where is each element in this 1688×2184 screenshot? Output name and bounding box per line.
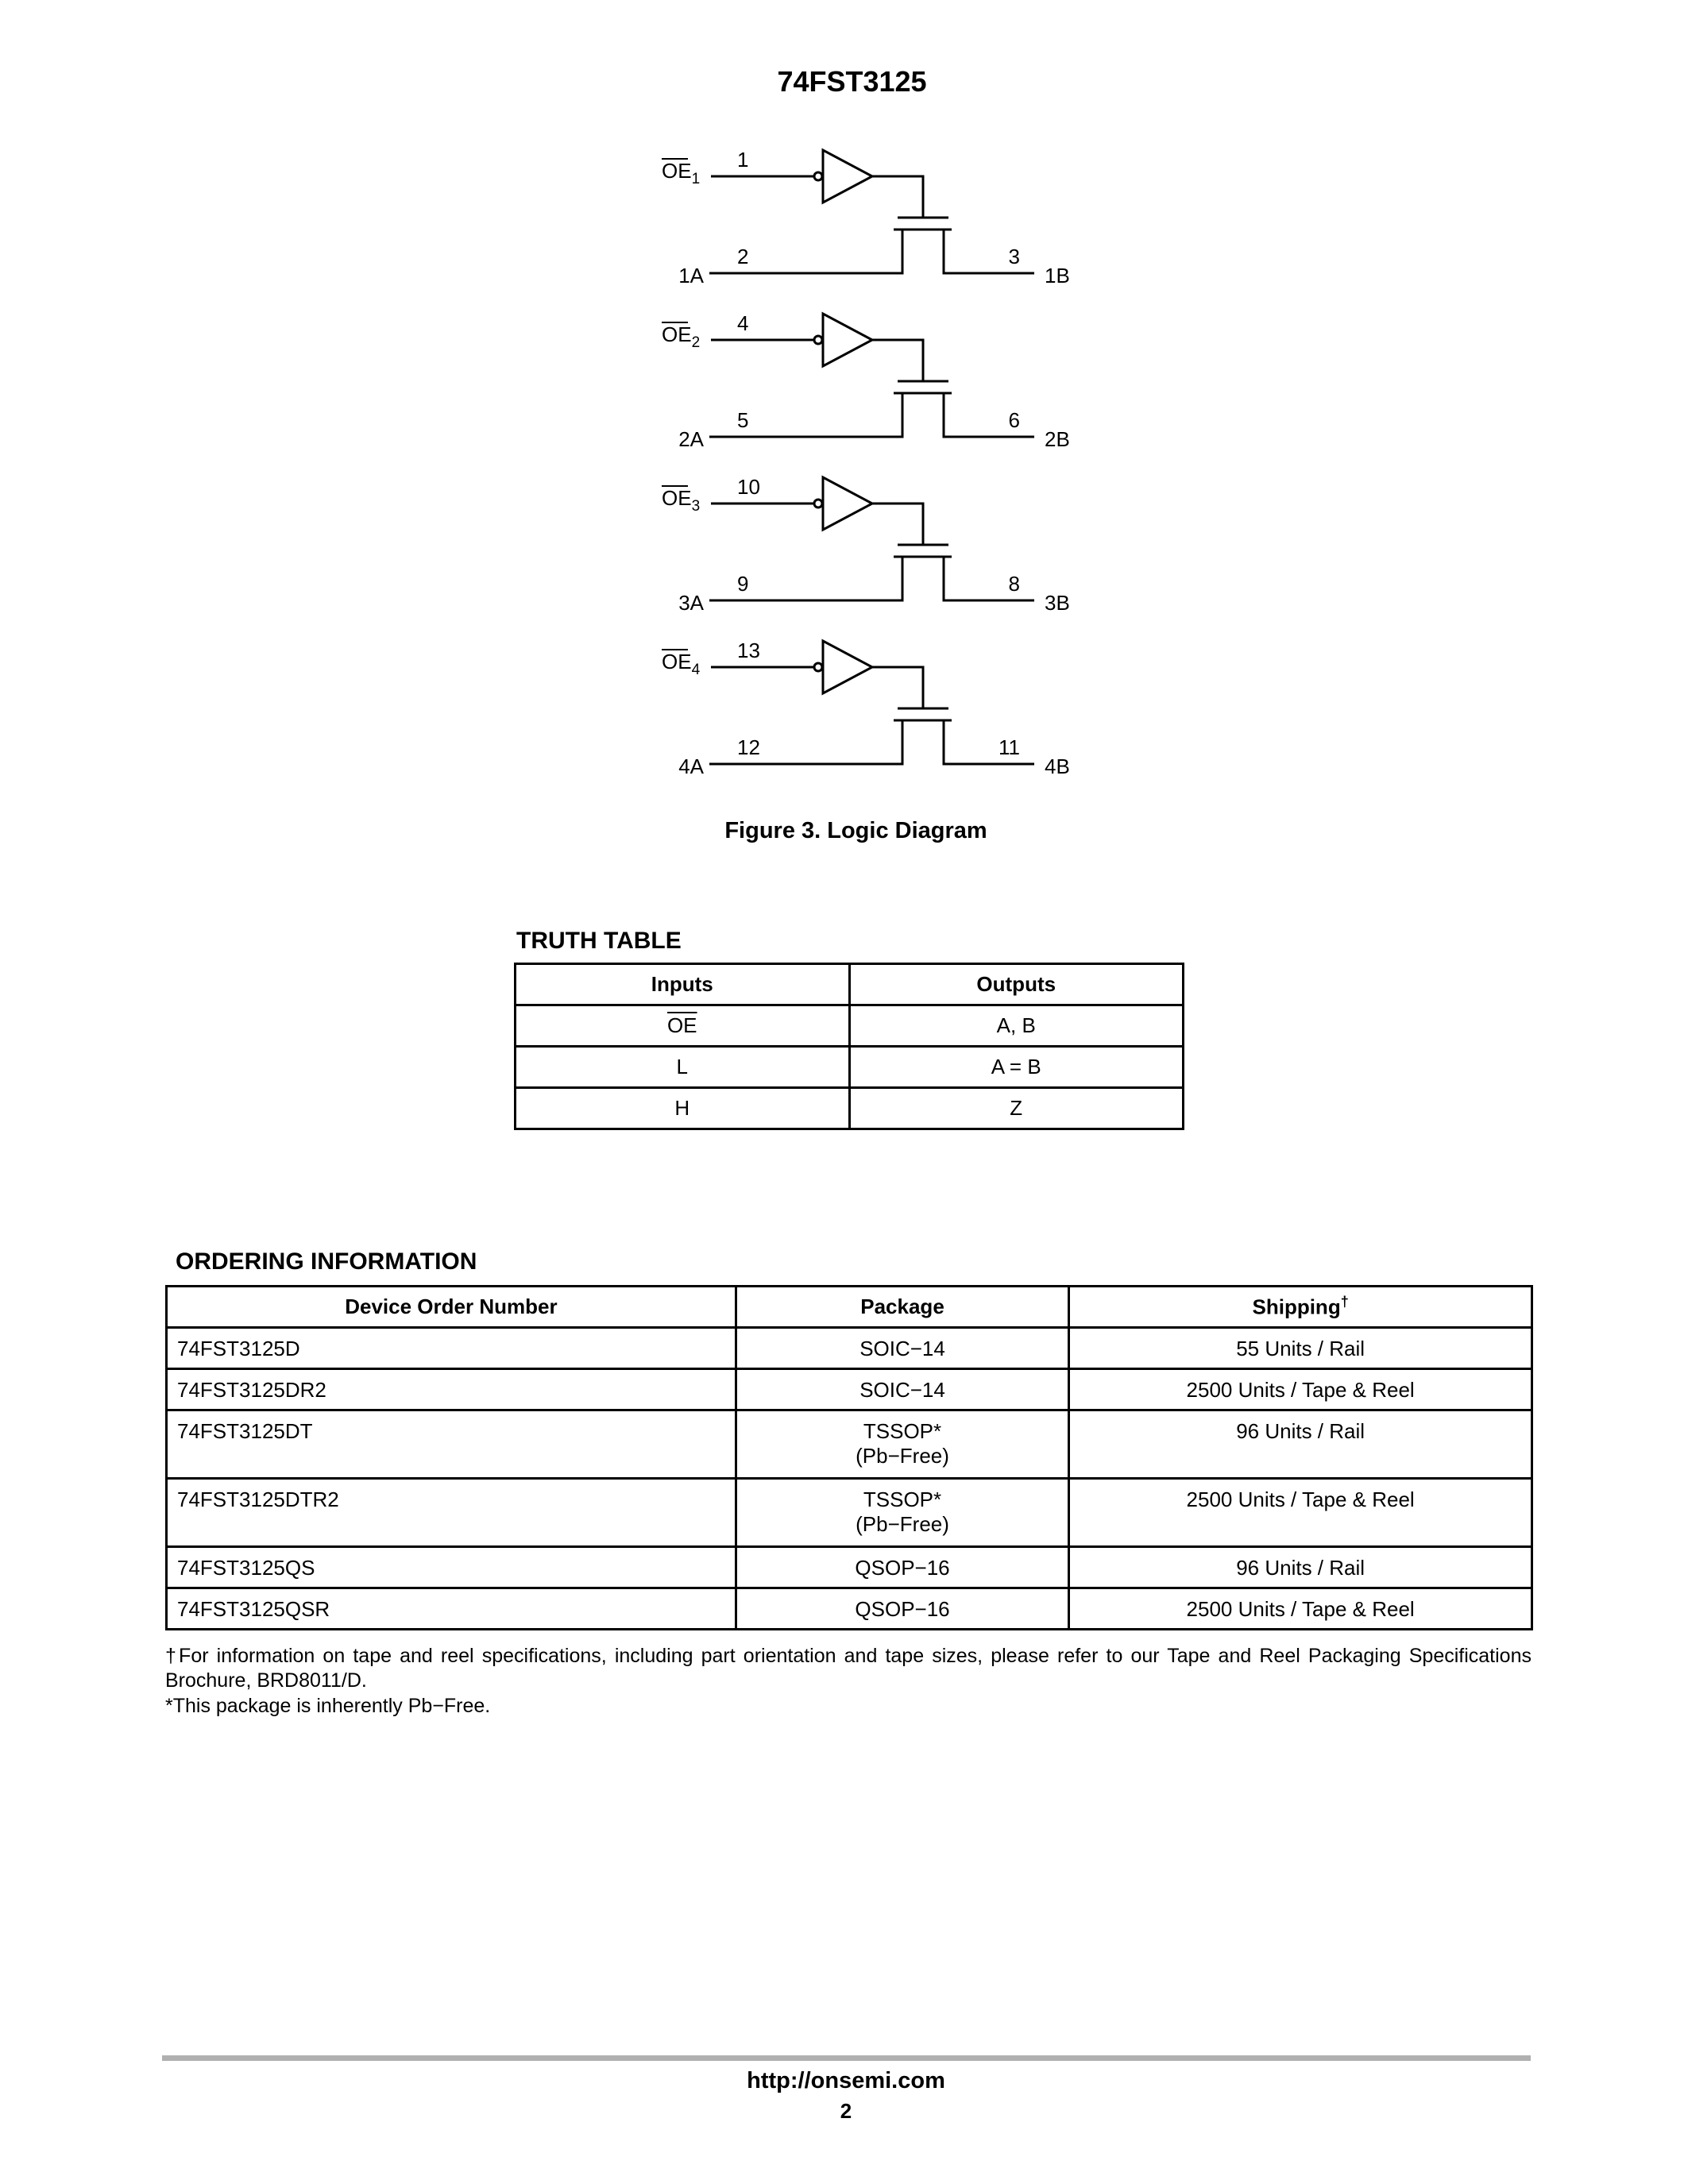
truth-table [514,963,1184,1130]
truth-table-title: TRUTH TABLE [516,928,682,954]
package-cell: SOIC−14 [736,1369,1068,1410]
device-cell: 74FST3125QSR [167,1588,736,1630]
buffer-triangle [823,477,872,530]
oe-label: $OE_3$ [662,486,701,515]
table-row [167,1588,1532,1630]
pin-number: 13 [737,639,760,662]
table-row [516,1005,1184,1047]
shipping-cell: 2500 Units / Tape & Reel [1069,1588,1532,1630]
pin-number: 4 [737,311,749,335]
inverter-bubble [814,500,822,507]
device-cell: 74FST3125D [167,1328,736,1369]
b-label: 4B [1045,754,1070,778]
package-cell: QSOP−16 [736,1588,1068,1630]
footnote-pb-free: *This package is inherently Pb−Free. [165,1695,491,1717]
pin-number: 1 [737,148,749,172]
inverter-bubble [814,663,822,671]
ordering-table [165,1285,1533,1630]
b-wire [944,230,1034,273]
page-title: 74FST3125 [777,65,927,98]
package-cell: TSSOP* (Pb−Free) [736,1479,1068,1547]
footnote-tape-reel: †For information on tape and reel specifications, including part orientation and tape sizes, please refer to our Tape and Reel Packaging Specifications Brochure, BRD8011/D. [165,1645,1532,1692]
package-cell: TSSOP* (Pb−Free) [736,1410,1068,1479]
inverter-bubble [814,336,822,344]
a-label: 1A [678,264,704,287]
pin-number: 12 [737,735,760,759]
pin-number: 3 [1008,245,1020,268]
pin-number: 8 [1008,572,1020,596]
pin-number: 6 [1008,408,1020,432]
b-wire [944,393,1034,437]
truth-cell: Z [849,1088,1184,1129]
table-row [167,1328,1532,1369]
pin-number: 9 [737,572,749,596]
pin-number: 11 [999,735,1020,759]
truth-cell: L [516,1047,850,1088]
device-cell: 74FST3125QS [167,1547,736,1588]
device-cell: 74FST3125DTR2 [167,1479,736,1547]
buffer-triangle [823,641,872,693]
a-label: 4A [678,754,704,778]
table-row [167,1479,1532,1547]
pin-number: 2 [737,245,749,268]
shipping-cell: 96 Units / Rail [1069,1547,1532,1588]
table-row [516,1047,1184,1088]
device-cell: 74FST3125DR2 [167,1369,736,1410]
footer-url[interactable]: http://onsemi.com [747,2068,945,2093]
truth-header-outputs: Outputs [849,964,1184,1005]
shipping-cell: 2500 Units / Tape & Reel [1069,1369,1532,1410]
oe-label: $OE_1$ [662,159,701,187]
channel-3 [662,475,1070,615]
gate-wire [872,667,923,708]
truth-cell: A, B [849,1005,1184,1047]
gate-wire [872,340,923,381]
oe-label: $OE_2$ [662,322,701,351]
shipping-cell: 55 Units / Rail [1069,1328,1532,1369]
shipping-cell: 2500 Units / Tape & Reel [1069,1479,1532,1547]
ordering-title: ORDERING INFORMATION [176,1248,477,1275]
truth-cell: A = B [849,1047,1184,1088]
channel-4 [662,639,1070,778]
b-label: 1B [1045,264,1070,287]
figure-caption: Figure 3. Logic Diagram [724,818,987,843]
a-label: 3A [678,591,704,615]
b-wire [944,720,1034,764]
b-wire [944,557,1034,600]
truth-cell: H [516,1088,850,1129]
package-cell: QSOP−16 [736,1547,1068,1588]
inverter-bubble [814,172,822,180]
oe-label: $OE_4$ [662,650,701,678]
ordering-header-package: Package [736,1287,1068,1328]
table-row [167,1547,1532,1588]
buffer-triangle [823,314,872,366]
pin-number: 10 [737,475,760,499]
channel-1 [662,148,1070,287]
channel-2 [662,311,1070,451]
page-number: 2 [840,2099,852,2123]
buffer-triangle [823,150,872,203]
shipping-cell: 96 Units / Rail [1069,1410,1532,1479]
table-row [167,1410,1532,1479]
gate-wire [872,504,923,545]
pin-number: 5 [737,408,749,432]
ordering-header-device: Device Order Number [167,1287,736,1328]
package-cell: SOIC−14 [736,1328,1068,1369]
table-row [167,1369,1532,1410]
ordering-header-shipping: Shipping† [1069,1287,1532,1328]
device-cell: 74FST3125DT [167,1410,736,1479]
b-label: 3B [1045,591,1070,615]
gate-wire [872,176,923,218]
b-label: 2B [1045,427,1070,451]
truth-cell-oe: $\overline{OE}$ [666,1013,697,1037]
table-row [516,1088,1184,1129]
footer-divider [162,2055,1531,2061]
a-label: 2A [678,427,704,451]
truth-header-inputs: Inputs [516,964,850,1005]
logic-diagram [0,0,1688,794]
